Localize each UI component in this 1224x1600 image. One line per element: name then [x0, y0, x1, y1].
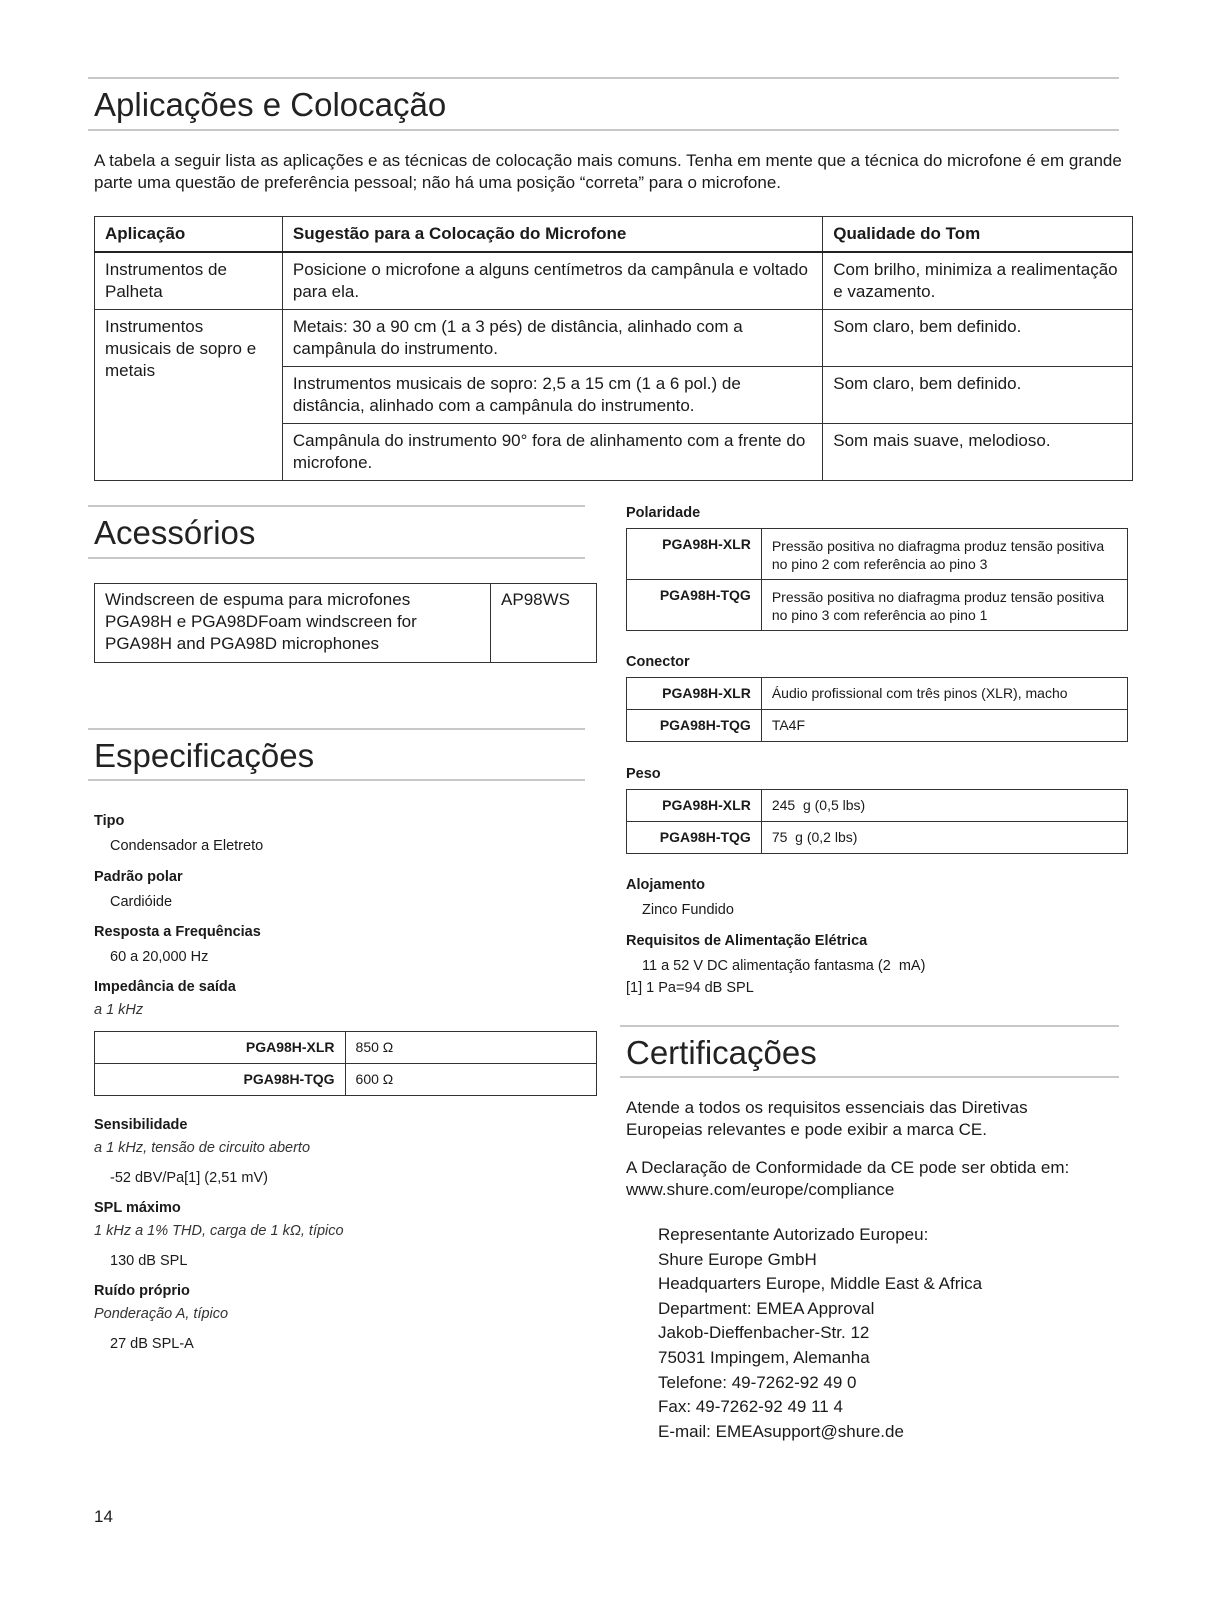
- cell-tone: Som mais suave, melodioso.: [823, 424, 1133, 481]
- table-row: [627, 822, 1128, 854]
- connector-value: TA4F: [761, 710, 1127, 742]
- impedance-value: 600 Ω: [345, 1064, 596, 1096]
- address-line: Representante Autorizado Europeu:: [658, 1225, 929, 1244]
- spec-sensitivity-note: a 1 kHz, tensão de circuito aberto: [94, 1140, 311, 1156]
- address-line: Department: EMEA Approval: [658, 1298, 875, 1318]
- cell-tone: Com brilho, minimiza a realimentação e vazamento.: [823, 252, 1133, 310]
- spec-polarity-label: Polaridade: [626, 505, 701, 521]
- model-name: PGA98H-TQG: [627, 822, 762, 854]
- weight-value: 245 g (0,5 lbs): [761, 790, 1127, 822]
- spec-power-requirements-label: Requisitos de Alimentação Elétrica: [626, 933, 868, 949]
- table-row: [627, 580, 1128, 631]
- accessories-table: [94, 583, 597, 663]
- impedance-table: [94, 1031, 597, 1096]
- certifications-paragraph-2: A Declaração de Conformidade da CE pode ser obtida em: www.shure.com/europe/compliance: [626, 1158, 1070, 1199]
- page-number: 14: [94, 1507, 113, 1526]
- cell-application: Instrumentos de Palheta: [95, 252, 283, 310]
- impedance-value: 850 Ω: [345, 1032, 596, 1064]
- section-top-rule: [88, 728, 585, 730]
- table-row: [95, 252, 1133, 310]
- cell-application: Instrumentos musicais de sopro e metais: [95, 310, 283, 481]
- header-tone: Qualidade do Tom: [823, 217, 1133, 253]
- spec-frequency-value: 60 a 20,000 Hz: [110, 949, 209, 965]
- certifications-paragraph-1: Atende a todos os requisitos essenciais das Diretivas Europeias relevantes e pode exibir a marca CE.: [626, 1098, 1028, 1139]
- model-name: PGA98H-TQG: [95, 1064, 346, 1096]
- section-top-rule: [88, 77, 1119, 79]
- cell-placement: Metais: 30 a 90 cm (1 a 3 pés) de distância, alinhado com a campânula do instrumento.: [282, 310, 822, 367]
- spec-connector-label: Conector: [626, 654, 690, 670]
- spec-max-spl-label: SPL máximo: [94, 1200, 181, 1216]
- spec-polar-label: Padrão polar: [94, 869, 183, 885]
- spec-power-requirements-value: 11 a 52 V DC alimentação fantasma (2 mA): [642, 958, 926, 974]
- model-name: PGA98H-TQG: [627, 710, 762, 742]
- model-name: PGA98H-TQG: [627, 580, 762, 631]
- table-row: [627, 710, 1128, 742]
- model-name: PGA98H-XLR: [627, 529, 762, 580]
- table-row: [95, 310, 1133, 367]
- spec-sensitivity-value: -52 dBV/Pa[1] (2,51 mV): [110, 1170, 268, 1186]
- address-line: Shure Europe GmbH: [658, 1249, 817, 1269]
- connector-table: [626, 677, 1128, 742]
- model-name: PGA98H-XLR: [627, 790, 762, 822]
- spec-noise-value: 27 dB SPL-A: [110, 1336, 194, 1352]
- address-line: E-mail: EMEAsupport@shure.de: [658, 1421, 904, 1441]
- cell-placement: Campânula do instrumento 90° fora de alinhamento com a frente do microfone.: [282, 424, 822, 481]
- accessory-description: Windscreen de espuma para microfones PGA98H e PGA98DFoam windscreen for PGA98H and PGA98D microphones: [95, 584, 491, 663]
- weight-value: 75 g (0,2 lbs): [761, 822, 1127, 854]
- address-line: 75031 Impingem, Alemanha: [658, 1347, 870, 1367]
- spec-max-spl-value: 130 dB SPL: [110, 1253, 188, 1269]
- polarity-table: [626, 528, 1128, 631]
- spec-type-value: Condensador a Eletreto: [110, 838, 264, 854]
- spec-housing-label: Alojamento: [626, 877, 705, 893]
- section-bottom-rule: [88, 129, 1119, 131]
- spec-weight-label: Peso: [626, 766, 661, 782]
- address-line: Jakob-Dieffenbacher-Str. 12: [658, 1323, 870, 1343]
- certifications-heading: Certificações: [626, 1034, 817, 1071]
- section-top-rule: [620, 1025, 1119, 1027]
- address-line: Headquarters Europe, Middle East & Africa: [658, 1274, 983, 1294]
- section-bottom-rule: [88, 779, 585, 781]
- cell-placement: Instrumentos musicais de sopro: 2,5 a 15 cm (1 a 6 pol.) de distância, alinhado com a campânula do instrumento.: [282, 367, 822, 424]
- model-name: PGA98H-XLR: [627, 678, 762, 710]
- table-row: [95, 584, 597, 663]
- table-row: [627, 678, 1128, 710]
- section-bottom-rule: [620, 1076, 1119, 1078]
- polarity-value: Pressão positiva no diafragma produz tensão positiva no pino 3 com referência ao pino 1: [761, 580, 1127, 631]
- table-row: [627, 790, 1128, 822]
- accessories-heading: Acessórios: [94, 514, 256, 551]
- cell-placement: Posicione o microfone a alguns centímetros da campânula e voltado para ela.: [282, 252, 822, 310]
- cell-tone: Som claro, bem definido.: [823, 310, 1133, 367]
- accessory-part-number: AP98WS: [491, 584, 597, 663]
- header-placement: Sugestão para a Colocação do Microfone: [282, 217, 822, 253]
- authorized-representative-address: [658, 1223, 982, 1444]
- address-line: Telefone: 49-7262-92 49 0: [658, 1372, 857, 1392]
- spec-frequency-label: Resposta a Frequências: [94, 924, 261, 940]
- applications-table: [94, 216, 1133, 481]
- table-row: [627, 529, 1128, 580]
- model-name: PGA98H-XLR: [95, 1032, 346, 1064]
- spec-sensitivity-label: Sensibilidade: [94, 1117, 188, 1133]
- applications-intro: A tabela a seguir lista as aplicações e as técnicas de colocação mais comuns. Tenha em mente que a técnica do microfone é em grande parte uma questão de preferência pessoal; não há uma posição “correta” para o microfone.: [94, 151, 1122, 192]
- spec-max-spl-note: 1 kHz a 1% THD, carga de 1 kΩ, típico: [94, 1223, 344, 1239]
- polarity-value: Pressão positiva no diafragma produz tensão positiva no pino 2 com referência ao pino 3: [761, 529, 1127, 580]
- spec-type-label: Tipo: [94, 813, 125, 829]
- table-header-row: [95, 217, 1133, 253]
- header-application: Aplicação: [95, 217, 283, 253]
- spec-impedance-label: Impedância de saída: [94, 979, 236, 995]
- spec-noise-note: Ponderação A, típico: [94, 1306, 229, 1322]
- table-row: [95, 1032, 597, 1064]
- address-line: Fax: 49-7262-92 49 11 4: [658, 1397, 843, 1417]
- spec-footnote: [1] 1 Pa=94 dB SPL: [626, 980, 754, 996]
- weight-table: [626, 789, 1128, 854]
- spec-polar-value: Cardióide: [110, 894, 173, 910]
- connector-value: Áudio profissional com três pinos (XLR), macho: [761, 678, 1127, 710]
- spec-impedance-note: a 1 kHz: [94, 1002, 144, 1018]
- applications-heading: Aplicações e Colocação: [94, 86, 447, 123]
- section-bottom-rule: [88, 557, 585, 559]
- specs-heading: Especificações: [94, 737, 315, 774]
- table-row: [95, 1064, 597, 1096]
- spec-housing-value: Zinco Fundido: [642, 902, 734, 918]
- cell-tone: Som claro, bem definido.: [823, 367, 1133, 424]
- spec-noise-label: Ruído próprio: [94, 1283, 190, 1299]
- section-top-rule: [88, 505, 585, 507]
